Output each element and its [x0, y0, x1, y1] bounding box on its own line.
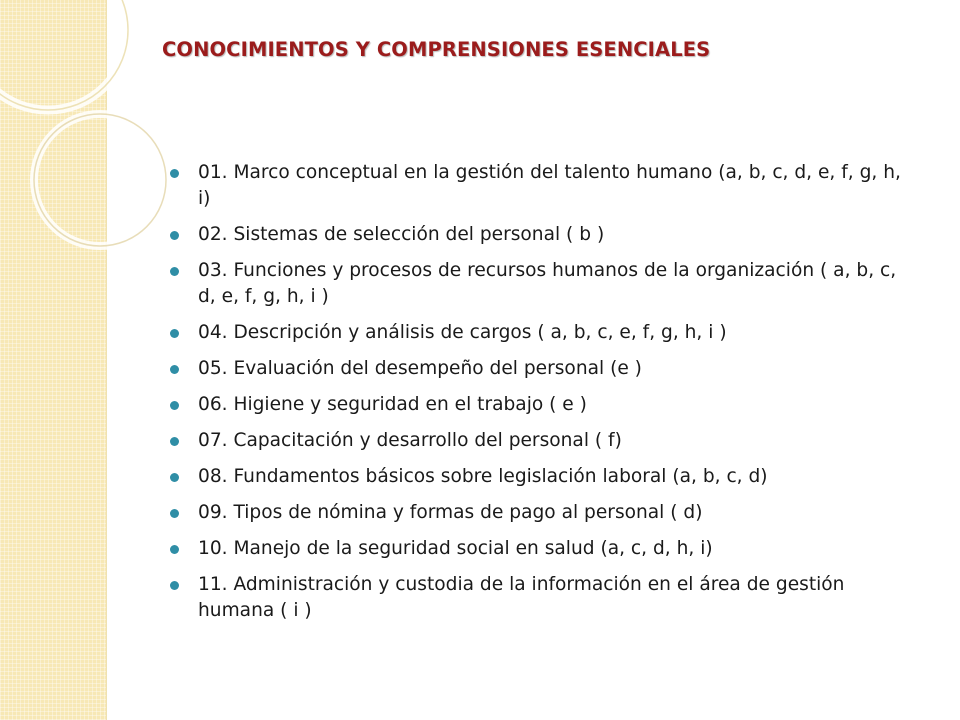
list-item-text: 04. Descripción y análisis de cargos ( a, b, c, e, f, g, h, i ): [198, 322, 727, 343]
list-item: [170, 464, 915, 490]
bullet-icon: [170, 509, 179, 518]
bullet-icon: [170, 401, 179, 410]
list-item-text: 01. Marco conceptual en la gestión del talento humano (a, b, c, d, e, f, g, h, i): [198, 162, 901, 209]
list-item-text: 08. Fundamentos básicos sobre legislación laboral (a, b, c, d): [198, 466, 768, 487]
list-item: [170, 536, 915, 562]
list-item-text: 03. Funciones y procesos de recursos humanos de la organización ( a, b, c, d, e, f, g, h, i ): [198, 260, 897, 307]
bullet-icon: [170, 365, 179, 374]
bullet-icon: [170, 437, 179, 446]
competency-list: [170, 160, 915, 634]
list-item: [170, 500, 915, 526]
list-item-text: 02. Sistemas de selección del personal ( b ): [198, 224, 605, 245]
list-item: [170, 258, 915, 310]
list-item-text: 11. Administración y custodia de la información en el área de gestión humana ( i ): [198, 574, 845, 621]
list-item: [170, 428, 915, 454]
list-item-text: 10. Manejo de la seguridad social en salud (a, c, d, h, i): [198, 538, 713, 559]
bullet-icon: [170, 581, 179, 590]
bullet-icon: [170, 267, 179, 276]
bullet-icon: [170, 329, 179, 338]
list-item: [170, 356, 915, 382]
slide-title: CONOCIMIENTOS Y COMPRENSIONES ESENCIALES: [162, 38, 711, 61]
list-item-text: 06. Higiene y seguridad en el trabajo ( e ): [198, 394, 587, 415]
list-item-text: 05. Evaluación del desempeño del personal (e ): [198, 358, 642, 379]
list-item: [170, 572, 915, 624]
bullet-icon: [170, 231, 179, 240]
list-item: [170, 222, 915, 248]
list-item: [170, 320, 915, 346]
bullet-icon: [170, 473, 179, 482]
list-item-text: 07. Capacitación y desarrollo del personal ( f): [198, 430, 622, 451]
list-item: [170, 160, 915, 212]
bullet-icon: [170, 169, 179, 178]
list-item-text: 09. Tipos de nómina y formas de pago al personal ( d): [198, 502, 703, 523]
list-item: [170, 392, 915, 418]
bullet-icon: [170, 545, 179, 554]
